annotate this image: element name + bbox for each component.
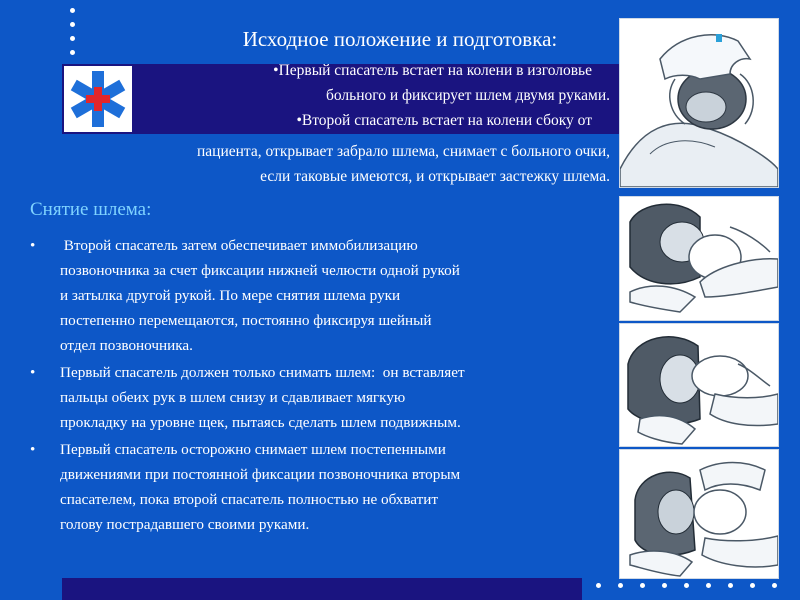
top-bullet-2-line-3: если таковые имеются, и открывает застежку шлема. <box>260 168 610 185</box>
bullet-marker: • <box>273 62 279 79</box>
illustration-helmet-removal <box>619 449 779 579</box>
helmet-removal-steps <box>30 233 598 539</box>
top-bullet-1-line-1: •Первый спасатель встает на колени в изголовье <box>60 58 592 83</box>
list-item: • Первый спасатель должен только снимать шлем: он вставляет пальцы обеих рук в шлем снизу и сдавливает мягкую прокладку на уровне щек, пытаясь сделать шлем подвижным. <box>30 360 598 435</box>
illustration-helmet-stabilization <box>619 18 779 188</box>
bullet-marker: • <box>296 112 302 129</box>
bullet-marker: • <box>30 237 36 254</box>
top-bullet-2-line-2: пациента, открывает забрало шлема, снимает с больного очки, <box>196 143 610 160</box>
illustration-helmet-loosening <box>619 323 779 447</box>
slide-title: Исходное положение и подготовка: <box>242 27 558 51</box>
list-item: • Второй спасатель затем обеспечивает иммобилизацию позвоночника за счет фиксации нижней челюсти одной рукой и затылка другой рукой. По мере снятия шлема руки постепенно перемещаются, постоянно фиксируя шейный отдел позвоночника. <box>30 233 598 358</box>
decorative-dots-horizontal <box>596 583 796 591</box>
bullet-marker: • <box>30 364 36 381</box>
bottom-band <box>62 578 582 600</box>
illustration-jaw-fixation <box>619 196 779 321</box>
top-bullet-1-line-2: больного и фиксирует шлем двумя руками. <box>325 87 610 104</box>
section-title: Снятие шлема: <box>30 199 152 220</box>
list-item: • Первый спасатель осторожно снимает шлем постепенными движениями при постоянной фиксации позвоночника вторым спасателем, пока второй спасатель полностью не обхватит голову пострадавшего своими руками. <box>30 437 598 537</box>
bullet-marker: • <box>30 441 36 458</box>
top-bullet-2-line-1: •Второй спасатель встает на колени сбоку от <box>60 108 592 133</box>
top-instructions <box>60 58 610 189</box>
